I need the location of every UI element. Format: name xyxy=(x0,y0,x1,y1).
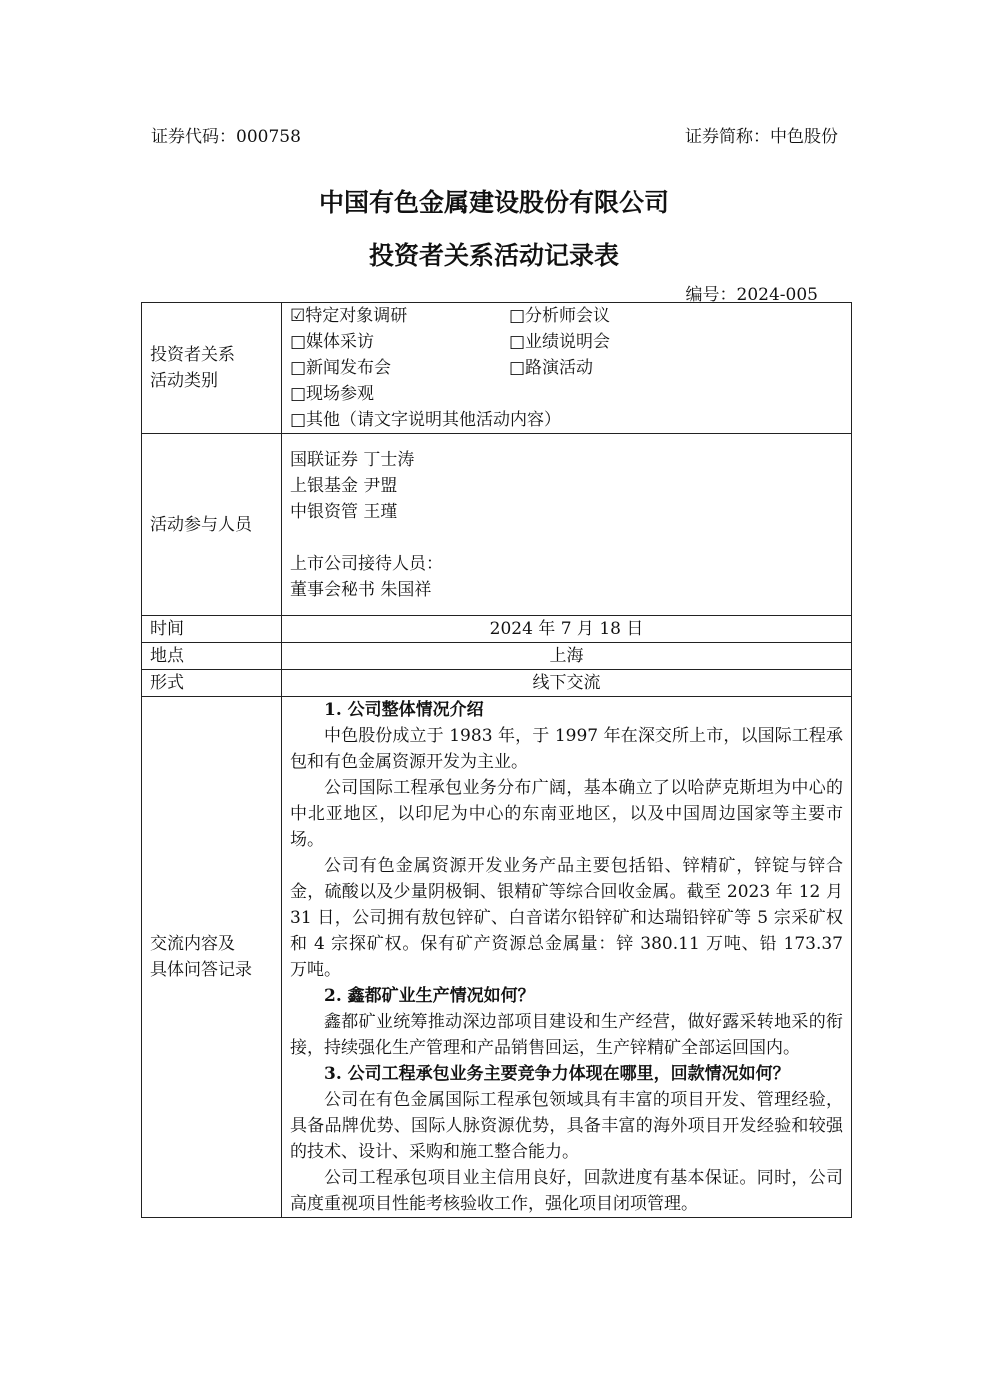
content-label-line2: 具体问答记录 xyxy=(150,960,252,980)
time-label: 时间 xyxy=(142,616,282,643)
reception-person: 董事会秘书 朱国祥 xyxy=(290,579,432,600)
paragraph: 公司有色金属资源开发业务产品主要包括铅、锌精矿，锌锭与锌合金，硫酸以及少量阴极铜、银精矿等综合回收金属。截至 2023 年 12 月 31 日，公司拥有敖包锌矿、白音诺尔铅锌矿和达瑞铅锌矿等 5 宗采矿权和 4 宗探矿权。保有矿产资源总金属量：锌 380.11 万吨、铅 173.37 万吨。 xyxy=(290,856,843,980)
participant-1: 国联证券 丁士涛 xyxy=(290,449,415,470)
stock-name: 证券简称：中色股份 xyxy=(685,127,838,147)
company-title: 中国有色金属建设股份有限公司 xyxy=(318,188,669,217)
record-table xyxy=(141,302,852,1218)
participant-3: 中银资管 王瑾 xyxy=(290,501,398,522)
option-media-interview: □媒体采访 xyxy=(290,332,375,352)
paragraph: 公司在有色金属国际工程承包领域具有丰富的项目开发、管理经验，具备品牌优势、国际人脉资源优势，具备丰富的海外项目开发经验和较强的技术、设计、采购和施工整合能力。 xyxy=(290,1090,843,1162)
place-row xyxy=(142,643,852,670)
option-roadshow: □路演活动 xyxy=(509,358,594,378)
activity-type-label xyxy=(142,303,282,434)
stock-code: 证券代码：000758 xyxy=(151,127,301,147)
option-analyst-meeting: □分析师会议 xyxy=(509,306,611,326)
place-value: 上海 xyxy=(282,643,852,670)
question-3: 3. 公司工程承包业务主要竞争力体现在哪里，回款情况如何？ xyxy=(324,1064,790,1084)
place-label: 地点 xyxy=(142,643,282,670)
content-row xyxy=(142,697,852,1218)
time-row xyxy=(142,616,852,643)
content-body xyxy=(282,697,852,1218)
time-value: 2024 年 7 月 18 日 xyxy=(282,616,852,643)
option-press-conference: □新闻发布会 xyxy=(290,358,392,378)
form-value: 线下交流 xyxy=(282,670,852,697)
content-label-line1: 交流内容及 xyxy=(150,934,235,954)
activity-type-options xyxy=(282,303,852,434)
activity-type-label-line2: 活动类别 xyxy=(150,371,218,391)
reception-label: 上市公司接待人员： xyxy=(290,553,443,574)
option-specific-research: ☑特定对象调研 xyxy=(290,306,408,326)
participants-row xyxy=(142,434,852,616)
document-title: 投资者关系活动记录表 xyxy=(368,241,619,270)
option-earnings-call: □业绩说明会 xyxy=(509,332,611,352)
form-row xyxy=(142,670,852,697)
question-2: 2. 鑫都矿业生产情况如何？ xyxy=(324,986,535,1006)
form-label: 形式 xyxy=(142,670,282,697)
option-other: □其他（请文字说明其他活动内容） xyxy=(290,410,562,430)
participants-list xyxy=(282,434,852,616)
section-heading-1: 1. 公司整体情况介绍 xyxy=(324,700,484,720)
option-site-visit: □现场参观 xyxy=(290,384,375,404)
paragraph: 公司工程承包项目业主信用良好，回款进度有基本保证。同时，公司高度重视项目性能考核验收工作，强化项目闭项管理。 xyxy=(290,1168,843,1214)
activity-type-label-line1: 投资者关系 xyxy=(150,345,235,365)
content-label xyxy=(142,697,282,1218)
activity-type-row xyxy=(142,303,852,434)
paragraph: 公司国际工程承包业务分布广阔，基本确立了以哈萨克斯坦为中心的中北亚地区，以印尼为中心的东南亚地区，以及中国周边国家等主要市场。 xyxy=(290,778,843,850)
paragraph: 鑫都矿业统筹推动深边部项目建设和生产经营，做好露采转地采的衔接，持续强化生产管理和产品销售回运，生产锌精矿全部运回国内。 xyxy=(290,1012,843,1058)
participant-2: 上银基金 尹盟 xyxy=(290,475,398,496)
document-number: 编号：2024-005 xyxy=(685,285,818,305)
paragraph: 中色股份成立于 1983 年，于 1997 年在深交所上市，以国际工程承包和有色金属资源开发为主业。 xyxy=(290,726,843,772)
participants-label: 活动参与人员 xyxy=(142,434,282,616)
